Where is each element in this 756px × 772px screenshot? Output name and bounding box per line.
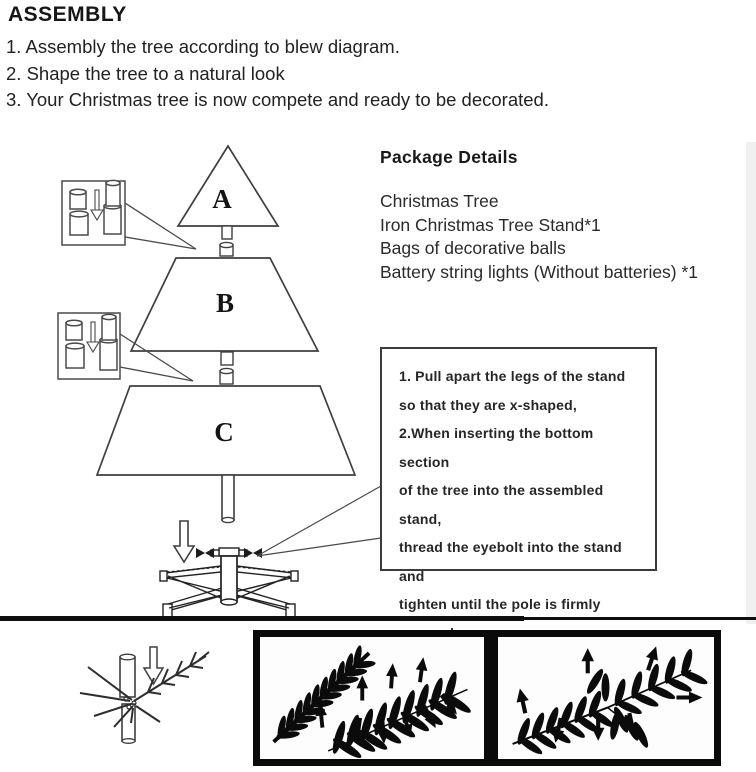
insert-down-arrow-icon (174, 521, 194, 562)
branch-shaping-figure-1 (260, 637, 484, 759)
scan-artifact-strip (746, 142, 756, 624)
right-arrow-icon (676, 691, 702, 703)
note-leader-lines (257, 486, 381, 556)
tree-section-b (131, 258, 318, 351)
stand-note-line: 2.When inserting the bottom section (399, 425, 594, 470)
package-details-title: Package Details (380, 147, 518, 167)
stand-note-line: of the tree into the assembled stand, (399, 482, 604, 527)
stand-instruction-box (380, 347, 657, 612)
package-item-stand: Iron Christmas Tree Stand*1 (380, 214, 601, 235)
tree-section-c (97, 386, 355, 475)
stand-note-line: tighten until the pole is firmly (399, 596, 601, 612)
wing-nut-left-icon (196, 548, 205, 558)
up-arrow-icon (581, 648, 594, 673)
assembly-step-2: 2. Shape the tree to a natural look (6, 62, 285, 84)
bottom-pole (222, 475, 234, 523)
branch-shaping-figure-2 (498, 637, 714, 759)
branch-fluffing-pole-figure (80, 647, 209, 743)
branch-shaping-panel-1 (253, 630, 491, 766)
pole-joint-a-b (220, 226, 233, 256)
branch-shaping-panel-2 (491, 630, 721, 766)
stand-note-line: so that they are x-shaped, (399, 396, 577, 413)
section-label-c: C (214, 417, 234, 447)
shaped-branch (513, 648, 709, 757)
section-label-b: B (215, 288, 235, 318)
section-label-a: A (212, 184, 232, 214)
package-item-tree: Christmas Tree (380, 191, 499, 211)
shaping-arrows (314, 656, 461, 744)
assembly-step-3: 3. Your Christmas tree is now compete and ready to be decorated. (6, 89, 549, 110)
connector-detail-inset-1 (62, 180, 196, 249)
stand-note-line: 1. Pull apart the legs of the stand (399, 368, 626, 384)
tree-section-a (178, 146, 278, 226)
assembly-step-1: 1. Assembly the tree according to blew diagram. (6, 36, 400, 57)
page-title: ASSEMBLY (8, 3, 127, 26)
package-item-lights: Battery string lights (Without batteries) *1 (380, 261, 699, 282)
iron-tree-stand (160, 548, 298, 617)
spread-branch (328, 670, 473, 759)
pole-joint-b-c (220, 352, 233, 384)
package-item-balls: Bags of decorative balls (380, 238, 566, 258)
stand-note-line: thread the eyebolt into the stand and (399, 539, 622, 584)
